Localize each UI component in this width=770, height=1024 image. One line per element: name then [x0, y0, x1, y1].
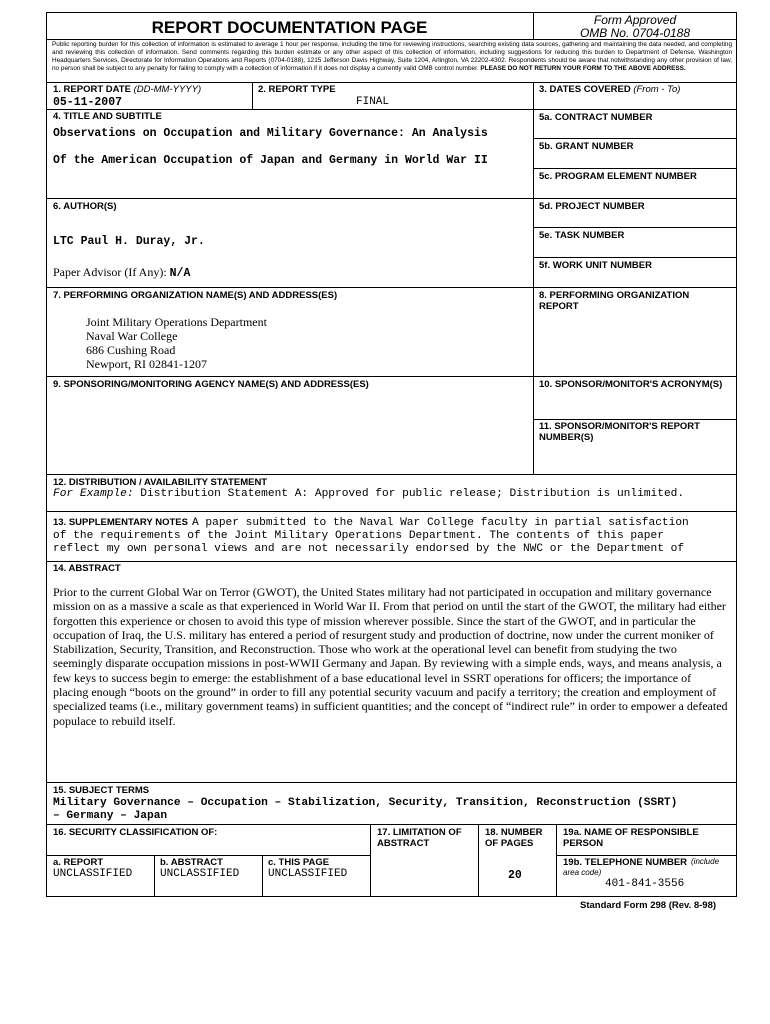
burden-statement [52, 41, 732, 82]
report-class-value[interactable]: UNCLASSIFIED [53, 868, 133, 880]
program-element-label: 5c. PROGRAM ELEMENT NUMBER [539, 171, 697, 182]
performing-org-label: 7. PERFORMING ORGANIZATION NAME(S) AND ADDRESS(ES) [53, 290, 338, 301]
grant-number-label: 5b. GRANT NUMBER [539, 141, 634, 152]
sec12-bottom [46, 511, 737, 512]
right-col-divider [533, 82, 534, 474]
abstract-text[interactable]: Prior to the current Global War on Terror (GWOT), the United States military had not participated in occupation and military governance mission on as a massive a scale as that experienced in World War II. From that period on until the start of the GWOT, the military had either forgotten this experience or chosen to avoid this type of mission wherever possible. Since the start of the GWOT, and in particular the occupation of Iraq, the U.S. military has entered a period of resurgent study and production of doctrine, now under the current moniker of Stabilization, Security, Transition, and Reconstruction. Those who work at the operational level can benefit from studying the two seemingly disparate occupation missions in post-WWII Germany and Japan. By reviewing with a simple ends, ways, and means analysis, a few keys to success begin to emerge: the establishment of a base educational level in SSRT operations for officers; the importance of placing enough “boots on the ground” in order to fill any potential security vacuum and pacify a territory; the creation and employment of specialized teams (i.e., military government teams) in sufficient quantities; and the concept of “indirect rule” in order to empower a defeated populace to rebuild itself. [53, 585, 728, 728]
subject-terms-line-1[interactable]: Military Governance – Occupation – Stabilization, Security, Transition, Reconstruction (SSRT) [53, 797, 678, 809]
col-16b-left [154, 855, 155, 896]
distribution-statement[interactable] [53, 488, 684, 501]
distribution-label: 12. DISTRIBUTION / AVAILABILITY STATEMENT [53, 477, 268, 488]
report-type-label: 2. REPORT TYPE [258, 84, 336, 95]
performing-org-report-label: 8. PERFORMING ORGANIZATION REPORT [539, 290, 690, 312]
telephone-hint: (include area code) [563, 857, 720, 877]
burden-bold: PLEASE DO NOT RETURN YOUR FORM TO THE ABOVE ADDRESS. [480, 65, 686, 72]
burden-text: Public reporting burden for this collection of information is estimated to average 1 hour per response, including the time for reviewing instructions, searching existing data sources, gathering and maintaining the data needed, and completing and reviewing this collection of information. Send comments regarding this burden estimate or any other aspect of this collection of information, including suggestions for reducing this burden to Department of Defense, Washington Headquarters Services, Directorate for Information Operations and Reports (0704-0188), 1215 Jefferson Davis Highway, Suite 1204, Arlington, VA 22202-4302. Respondents should be aware that notwithstanding any other provision of law, no person shall be subject to any penalty for failing to comply with a collection of information if it does not display a currently valid OMB control number. [52, 41, 732, 72]
standard-form-label: Standard Form 298 (Rev. 8-98) [580, 900, 717, 911]
advisor-value[interactable]: N/A [169, 267, 191, 280]
sec4-bottom [46, 198, 534, 199]
number-of-pages-value[interactable]: 20 [508, 869, 522, 882]
org-address-1[interactable]: Joint Military Operations Department [86, 315, 267, 329]
sponsoring-agency-label: 9. SPONSORING/MONITORING AGENCY NAME(S) AND ADDRESS(ES) [53, 379, 369, 390]
sec13-bottom [46, 561, 737, 562]
supplementary-notes[interactable] [53, 514, 735, 561]
advisor-label: Paper Advisor (If Any): [53, 265, 167, 279]
org-address-2[interactable]: Naval War College [86, 329, 178, 343]
r-5e-bottom [533, 257, 737, 258]
supp-line-2: of the requirements of the Joint Military Operations Department. The contents of this paper [53, 530, 664, 542]
sec14-bottom [46, 782, 737, 783]
sec6-bottom [46, 287, 737, 288]
sec7-bottom [46, 376, 737, 377]
dates-covered-label: 3. DATES COVERED (From - To) [539, 84, 681, 95]
form-title: REPORT DOCUMENTATION PAGE [151, 18, 428, 37]
distribution-value: Distribution Statement A: Approved for public release; Distribution is unlimited. [140, 488, 685, 500]
org-address-3[interactable]: 686 Cushing Road [86, 343, 176, 357]
task-number-label: 5e. TASK NUMBER [539, 230, 625, 241]
report-date-value[interactable]: 05-11-2007 [53, 96, 123, 109]
author-name[interactable]: LTC Paul H. Duray, Jr. [53, 235, 205, 248]
col-17-left [370, 824, 371, 896]
frame-bottom [46, 896, 737, 897]
title-subtitle-label: 4. TITLE AND SUBTITLE [53, 111, 162, 122]
security-classification-label: 16. SECURITY CLASSIFICATION OF: [53, 827, 218, 838]
r-10-bottom [533, 419, 737, 420]
title-line-2[interactable]: Of the American Occupation of Japan and Germany in World War II [53, 154, 488, 167]
distribution-example: For Example: [53, 488, 134, 500]
frame-left [46, 12, 47, 897]
contract-number-label: 5a. CONTRACT NUMBER [539, 112, 653, 123]
omb-number: OMB No. 0704-0188 [579, 26, 691, 40]
sec9-bottom [46, 474, 737, 475]
subject-terms-line-2[interactable]: – Germany – Japan [53, 810, 168, 822]
report-date-label: 1. REPORT DATE (DD-MM-YYYY) [53, 84, 202, 95]
frame-right [736, 12, 737, 897]
abstract-class-value[interactable]: UNCLASSIFIED [160, 868, 240, 880]
report-class-label: a. REPORT [53, 857, 104, 868]
r-5d-bottom [533, 227, 737, 228]
responsible-person-label: 19a. NAME OF RESPONSIBLE PERSON [563, 827, 699, 849]
report-type-value[interactable]: FINAL [356, 96, 390, 108]
this-page-class-value[interactable]: UNCLASSIFIED [268, 868, 348, 880]
limitation-of-abstract-label: 17. LIMITATION OF ABSTRACT [377, 827, 462, 849]
this-page-class-label: c. THIS PAGE [268, 857, 330, 868]
col-18-left [478, 824, 479, 896]
supp-line-1: A paper submitted to the Naval War College faculty in partial satisfaction [191, 517, 689, 529]
paper-advisor [53, 265, 190, 281]
col-16c-left [262, 855, 263, 896]
sponsor-acronym-label: 10. SPONSOR/MONITOR'S ACRONYM(S) [539, 379, 723, 390]
org-address-4[interactable]: Newport, RI 02841-1207 [86, 357, 207, 371]
abstract-label: 14. ABSTRACT [53, 563, 121, 574]
abstract-class-label: b. ABSTRACT [160, 857, 223, 868]
title-line-1[interactable]: Observations on Occupation and Military Governance: An Analysis [53, 127, 488, 140]
r-5a-bottom [533, 138, 737, 139]
row16-mid [46, 855, 371, 856]
row1-bottom [46, 109, 737, 110]
project-number-label: 5d. PROJECT NUMBER [539, 201, 645, 212]
number-of-pages-label: 18. NUMBER OF PAGES [485, 827, 543, 849]
supplementary-notes-label: 13. SUPPLEMENTARY NOTES [53, 517, 188, 528]
col-19-left [556, 824, 557, 896]
r-5b-bottom [533, 168, 737, 169]
form-approved: Form Approved [593, 13, 677, 27]
telephone-value[interactable]: 401-841-3556 [605, 878, 685, 890]
sec15-bottom [46, 824, 737, 825]
subject-terms-label: 15. SUBJECT TERMS [53, 785, 150, 796]
row1-div1 [252, 82, 253, 110]
sponsor-report-number-label: 11. SPONSOR/MONITOR'S REPORT NUMBER(S) [539, 421, 700, 443]
work-unit-label: 5f. WORK UNIT NUMBER [539, 260, 652, 271]
authors-label: 6. AUTHOR(S) [53, 201, 117, 212]
r-5c-bottom [533, 198, 737, 199]
telephone-label: 19b. TELEPHONE NUMBER [563, 857, 688, 868]
burden-underline [46, 82, 737, 83]
supp-line-3: reflect my own personal views and are not necessarily endorsed by the NWC or the Department of [53, 543, 685, 555]
